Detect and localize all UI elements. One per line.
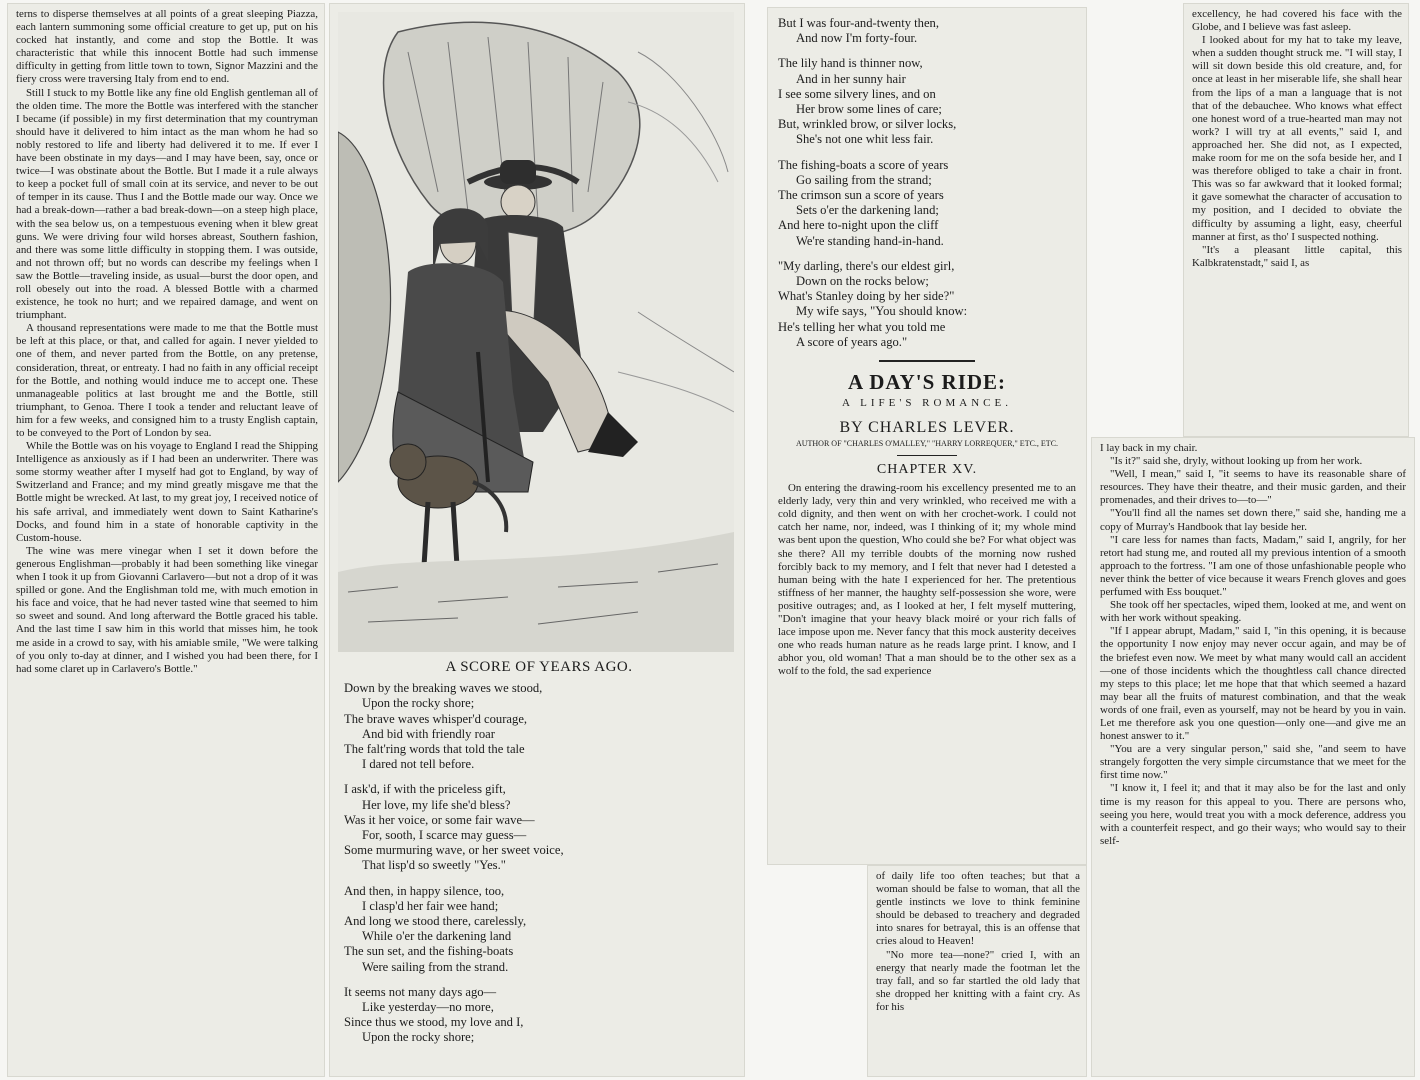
poem-line: My wife says, "You should know:: [796, 304, 968, 319]
col4b-paragraph: I lay back in my chair.: [1100, 442, 1198, 454]
col1-paragraph-4: While the Bottle was on his voyage to England I read the Shipping Intelligence as anxiously as if I had been an underwriter. There was some stormy weather after I myself had got to England, by way of Switzerland and France; and my mind greatly misgave me that the Bottle might be wrecked. At last, to my great joy, I received notice of his safe arrival, and immediately went down to Saint Katharine's Docks, and found him in a state of honorable captivity in the Custom-house.: [16, 440, 318, 544]
poem-line: The falt'ring words that told the tale: [344, 742, 525, 757]
continuation-paragraph: "No more tea—none?" cried I, with an energy that nearly made the footman let the tray fall, and so far startled the old lady that she dropped her knitting with a faint cry. As for his: [876, 948, 1080, 1013]
col1-paragraph-5: The wine was mere vinegar when I set it down before the generous Englishman—probably it had been something like vinegar when I took it up from Giovanni Carlavero—but not a drop of it was spilled or gone. And the Englishman told me, with much emotion in his face and voice, that he had never tasted wine that seemed to him so sweet and sound. And long afterward the Bottle graced his table. And the last time I saw him in this world that misses him, he took me aside in a crowd to say, with his amiable smile, "We were talking of you only to-day at dinner, and I wished you had been there, for I had some claret up in Carlavero's Bottle.": [16, 544, 318, 675]
col4b-paragraph: "Is it?" said she, dryly, without looking up from her work.: [1110, 455, 1363, 468]
poem-line: I clasp'd her fair wee hand;: [362, 898, 499, 913]
story-author: BY CHARLES LEVER.: [839, 419, 1015, 437]
col4b-paragraph: She took off her spectacles, wiped them, looked at me, and went on with her work without speaking.: [1100, 599, 1406, 625]
poem-line: For, sooth, I scarce may guess—: [362, 828, 527, 843]
poem-stanza-2: [344, 782, 734, 873]
col4a-paragraph: excellency, he had covered his face with the Globe, and I believe was fast asleep.: [1192, 8, 1402, 34]
col1-paragraph-3: A thousand representations were made to me that the Bottle must be left at this place, or that, and called for again. I never yielded to one of them, and never parted from the Bottle, on any pretense, consideration, threat, or entreaty. I had no faith in any official receipt for the Bottle, and nothing would induce me to accept one. These unmanageable politics at last brought me and the Bottle, still triumphant, to Genoa. There I took a tender and reluctant leave of him for a few weeks, and consigned him to a trusty English captain, to be conveyed to the Port of London by sea.: [16, 322, 318, 439]
poem-line: And bid with friendly roar: [362, 726, 495, 741]
col4b-paragraph: "I know it, I feel it; and that it may also be for the last and only time is my reason for this appeal to you. There are persons who, seeing you here, would treat you with a mock deference, address you with a counterfeit respect, and go their ways; who would say to their self-: [1100, 782, 1406, 847]
col1-paragraph-2: Still I stuck to my Bottle like any fine old English gentleman all of the olden time. The more the Bottle was interfered with the stancher I became (if possible) in my first determination that my countryman should have it delivered to him intact as the man whom he had so nobly restored to life and liberty had delivered it to me. If ever I have been obstinate in my days—and I may have been, say, once or twice—I was obstinate about the Bottle. But I made it a rule always to keep a pocket full of small coin at its service, and never to be out of temper in its cause. Thus I and the Bottle made our way. Once we had a break-down—rather a bad break-down—on a steep high place, with the sea below us, on a tempestuous evening when it blew great guns. We were driving four wild horses abreast, Southern fashion, and there was some little difficulty in stopping them. I was outside, and not thrown off; but no words can describe my feelings when I saw the Bottle—traveling inside, as usual—burst the door open, and roll obesely out into the road. A blessed Bottle with a charmed existence, he took no hurt; and we repaired damage, and went on triumphant.: [16, 86, 318, 322]
poem-line: Were sailing from the strand.: [362, 959, 509, 974]
column-1-clipping: [8, 4, 324, 1076]
col4b-paragraph: "You are a very singular person," said she, "and seem to have strangely forgotten the very simple circumstance that we meet for the first time now.": [1100, 743, 1406, 782]
poem-line: A score of years ago.": [796, 334, 908, 349]
poem-line: And now I'm forty-four.: [796, 31, 918, 46]
poem-title: A SCORE OF YEARS AGO.: [445, 659, 633, 675]
poem-line: Like yesterday—no more,: [362, 1000, 494, 1015]
poem-line: That lisp'd so sweetly "Yes.": [362, 858, 506, 873]
poem-line: "My darling, there's our eldest girl,: [778, 258, 955, 273]
poem-line: But I was four-and-twenty then,: [778, 16, 939, 30]
col4a-paragraph: I looked about for my hat to take my leave, when a sudden thought struck me. "I will stay, I will sit down beside this old creature, and, for once at least in her miserable life, she shall hear from the lips of a man a language that is not that of the debauchee. Who knows what effect one honest word of a true-hearted man may not work? I will try at all events," said I, and approached her. She did not, as I expected, make room for me on the sofa beside her, and I was therefore obliged to take a chair in front. This was so far awkward that it looked formal; it gave somewhat the character of accusation to my position, and I decided to obviate the difficulty by assuming a light, easy, cheerful manner at first, as tho' I suspected nothing.: [1192, 34, 1402, 243]
chapter-divider: [897, 455, 957, 456]
col4b-paragraph: "You'll find all the names set down there," said she, handing me a copy of Murray's Handbook that lay beside her.: [1100, 507, 1406, 533]
poem-line: The crimson sun a score of years: [778, 188, 944, 203]
poem-line: Her love, my life she'd bless?: [362, 797, 511, 812]
poem-line: The sun set, and the fishing-boats: [344, 944, 514, 959]
column-3b-clipping: [868, 866, 1086, 1076]
column-4a-clipping: [1184, 4, 1408, 436]
poem-stanza-7: [778, 158, 1076, 249]
poem-line: The brave waves whisper'd courage,: [344, 711, 528, 726]
column-4b-clipping: [1092, 438, 1414, 1076]
poem-line: We're standing hand-in-hand.: [796, 233, 944, 248]
poem-line: And long we stood there, carelessly,: [344, 914, 527, 929]
poem-line: What's Stanley doing by her side?": [778, 289, 955, 304]
poem-block: [344, 660, 734, 1056]
chapter-paragraph: On entering the drawing-room his excellency presented me to an elderly lady, very thin and very wrinkled, who received me with a cold dignity, and then went on with her crochet-work. I could not catch her name, nor, indeed, was I thinking of it; my whole mind was bent upon the question, Who could she be? For what object was she there? All my terrible doubts of the morning now rushed forcibly back to my memory, and I felt that never had I detested a human being with the hate I experienced for her. The pretentious stiffness of her manner, the haughty self-possession she wore, were positive outrages; and, as I looked at her, I felt myself muttering, "Don't imagine that your heavy black moiré or your rich falls of lace impose upon me. Never fancy that this mock austerity deceives one who reads human nature as he reads large print. I know, and I abhor you, old woman! That a man should be to the other sex as a wolf to the fold, the sad experience: [778, 482, 1076, 678]
continuation-paragraph: of daily life too often teaches; but that a woman should be false to woman, that all the gentle instincts we love to think feminine should be debased to treachery and degraded into snares for betrayal, this is an offense that cries aloud to Heaven!: [876, 870, 1080, 948]
poem-stanza-8: [778, 259, 1076, 350]
poem-stanza-5: [778, 16, 1076, 46]
poem-line: And then, in happy silence, too,: [344, 883, 505, 898]
poem-stanza-6: [778, 56, 1076, 147]
column-2-clipping: [330, 4, 744, 1076]
engraving-illustration: [338, 12, 734, 652]
col4b-paragraph: "Well, I mean," said I, "it seems to have its reasonable share of resources. They have their theatre, and their music garden, and their promenades, and their drives to—to—": [1100, 468, 1406, 507]
col1-paragraph-1: terns to disperse themselves at all points of a great sleeping Piazza, each lantern summoning some official creature to get up, put on his cocked hat instantly, and come and stop the Bottle. It was characteristic that while this innocent Bottle had such immense difficulty in getting from little town to town, Signor Mazzini and the fiery cross were traversing Italy from end to end.: [16, 8, 318, 86]
poem-line: The lily hand is thinner now,: [778, 56, 923, 71]
author-credits: AUTHOR OF "CHARLES O'MALLEY," "HARRY LORREQUER," ETC., ETC.: [795, 439, 1059, 449]
poem-line: But, wrinkled brow, or silver locks,: [778, 117, 957, 132]
poem-line: Sets o'er the darkening land;: [796, 203, 939, 218]
poem-line: Upon the rocky shore;: [362, 696, 475, 711]
story-title: A DAY'S RIDE:: [847, 370, 1007, 395]
story-subtitle: A LIFE'S ROMANCE.: [842, 397, 1012, 410]
poem-line: Some murmuring wave, or her sweet voice,: [344, 843, 564, 858]
poem-line: And in her sunny hair: [796, 71, 906, 86]
col4a-paragraph: "It's a pleasant little capital, this Kalbkratenstadt," said I, as: [1192, 243, 1402, 269]
poem-line: The fishing-boats a score of years: [778, 157, 949, 172]
section-divider: [879, 360, 975, 362]
poem-line: While o'er the darkening land: [362, 929, 512, 944]
poem-line: I see some silvery lines, and on: [778, 86, 936, 101]
poem-line: Down on the rocks below;: [796, 274, 929, 289]
column-3-clipping: [768, 8, 1086, 864]
poem-stanza-4: [344, 985, 734, 1046]
chapter-heading: CHAPTER XV.: [876, 462, 978, 478]
col4b-paragraph: "If I appear abrupt, Madam," said I, "in this opening, it is because the opportunity I now enjoy may never occur again, and may be of the briefest even now. We meet by what many would call an accident—one of those incidents which the thoughtless call chance directed my steps to this place; let me hope that that which seemed a hazard may bear all the fruits of maturest combination, and that the weak words of one frail, even as yourself, may not be heard by you in vain. Let me therefore ask you one question—only one—and give me an honest answer to it.": [1100, 625, 1406, 743]
poem-line: He's telling her what you told me: [778, 319, 946, 334]
chapter-text: [778, 482, 1076, 678]
poem-line: Go sailing from the strand;: [796, 172, 932, 187]
col4b-paragraph: "I care less for names than facts, Madam," said I, angrily, for her retort had stung me, and routed all my previous intention of a smooth approach to the fortress. "I am one of those unfashionable people who never think the better of vice because it wears French gloves and goes perfumed with Ess bouquet.": [1100, 533, 1406, 599]
poem-continuation: [778, 16, 1076, 350]
poem-stanza-3: [344, 884, 734, 975]
poem-line: And here to-night upon the cliff: [778, 218, 939, 233]
poem-line: I dared not tell before.: [362, 757, 475, 772]
poem-line: Was it her voice, or some fair wave—: [344, 812, 535, 827]
poem-line: It seems not many days ago—: [344, 984, 497, 999]
poem-line: Upon the rocky shore;: [362, 1030, 475, 1045]
poem-line: Her brow some lines of care;: [796, 102, 942, 117]
poem-line: Down by the breaking waves we stood,: [344, 681, 543, 696]
poem-stanza-1: [344, 681, 734, 772]
poem-line: Since thus we stood, my love and I,: [344, 1015, 524, 1030]
poem-line: She's not one whit less fair.: [796, 132, 934, 147]
poem-line: I ask'd, if with the priceless gift,: [344, 782, 506, 797]
